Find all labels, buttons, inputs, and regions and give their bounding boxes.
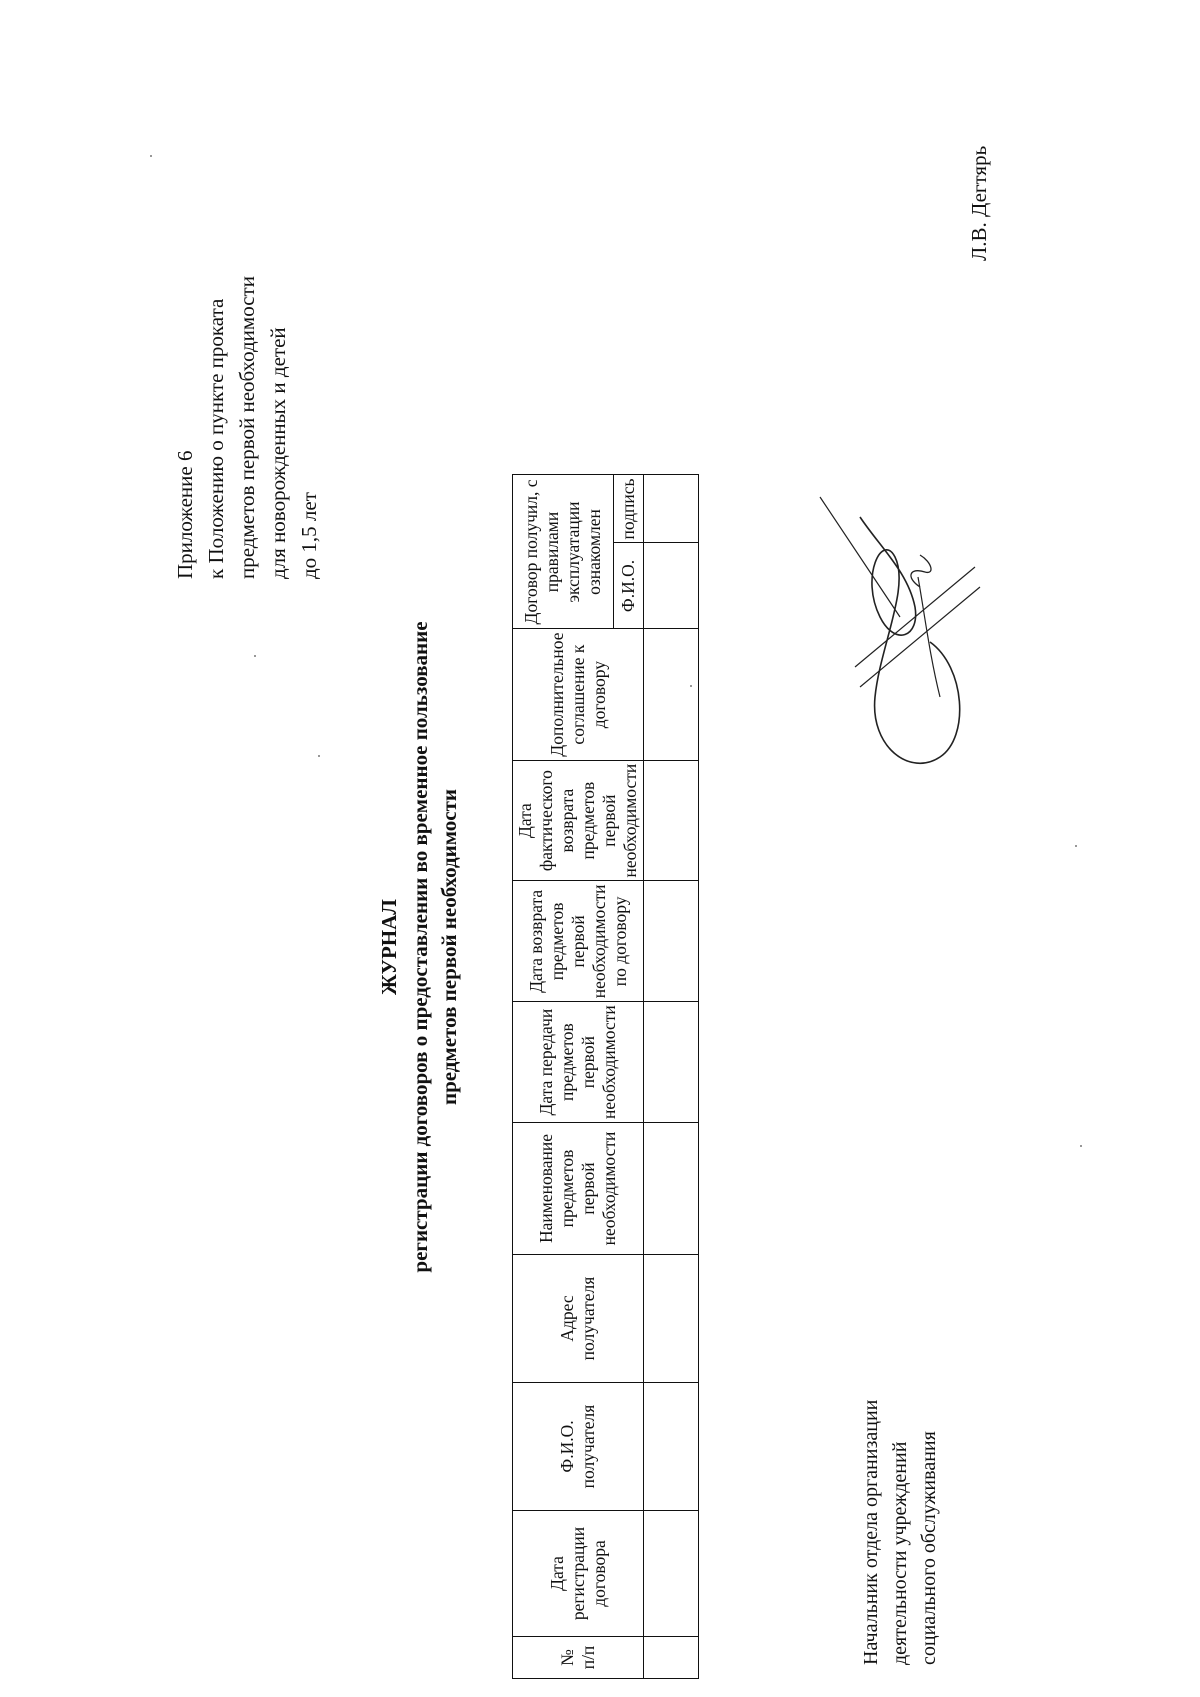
scan-speck <box>1080 1145 1082 1147</box>
appendix-line: для новорожденных и детей <box>266 327 290 579</box>
header-contract-received: Договор получил, с правилами эксплуатации ознакомлен <box>513 475 614 629</box>
scan-speck <box>254 655 256 657</box>
appendix-line: к Положению о пункте проката <box>204 298 228 579</box>
appendix-block <box>170 276 325 579</box>
header-transfer-date: Дата передачи предметов первой необходимости <box>513 1002 644 1123</box>
subtitle-line-2: предметов первой необходимости <box>437 788 461 1106</box>
header-items-name: Наименование предметов первой необходимости <box>513 1123 644 1255</box>
table-cell <box>644 475 699 543</box>
table-cell <box>644 760 699 881</box>
table-cell <box>644 1255 699 1383</box>
table-cell <box>644 881 699 1002</box>
header-supplementary-agreement: Дополнительное соглашение к договору <box>513 629 644 760</box>
scan-speck <box>150 155 152 157</box>
appendix-line: Приложение 6 <box>173 450 197 579</box>
header-signature: подпись <box>614 475 644 543</box>
table-cell <box>644 629 699 760</box>
table-cell <box>644 543 699 629</box>
scan-speck <box>1075 845 1077 847</box>
scan-speck <box>318 755 320 757</box>
header-return-date: Дата возврата предметов первой необходимости по договору <box>513 881 644 1002</box>
registration-journal-table <box>512 474 699 1679</box>
table-row <box>644 475 699 1679</box>
table-cell <box>644 1383 699 1511</box>
table-cell <box>644 1511 699 1637</box>
document-subtitle <box>406 497 464 1397</box>
signatory-position <box>857 1400 944 1665</box>
header-fio: Ф.И.О. <box>614 543 644 629</box>
signatory-name: Л.В. Дегтярь <box>967 145 991 261</box>
header-recipient-name: Ф.И.О. получателя <box>513 1383 644 1511</box>
subtitle-line-1: регистрации договоров о предоставлении во временное пользование <box>408 621 432 1273</box>
position-line: Начальник отдела организации <box>860 1399 882 1665</box>
appendix-line: предметов первой необходимости <box>235 276 259 579</box>
scan-speck <box>690 685 692 687</box>
position-line: социального обслуживания <box>918 1431 940 1665</box>
table-cell <box>644 1123 699 1255</box>
header-actual-return-date: Дата фактического возврата предметов первой необходимости <box>513 760 644 881</box>
appendix-line: до 1,5 лет <box>297 492 321 579</box>
table-cell <box>644 1637 699 1679</box>
header-recipient-address: Адрес получателя <box>513 1255 644 1383</box>
handwritten-signature <box>800 487 1000 817</box>
table-cell <box>644 1002 699 1123</box>
position-line: деятельности учреждений <box>889 1441 911 1665</box>
document-title: ЖУРНАЛ <box>377 899 401 995</box>
header-registration-date: Дата регистрации договора <box>513 1511 644 1637</box>
header-num: № п/п <box>513 1637 644 1679</box>
